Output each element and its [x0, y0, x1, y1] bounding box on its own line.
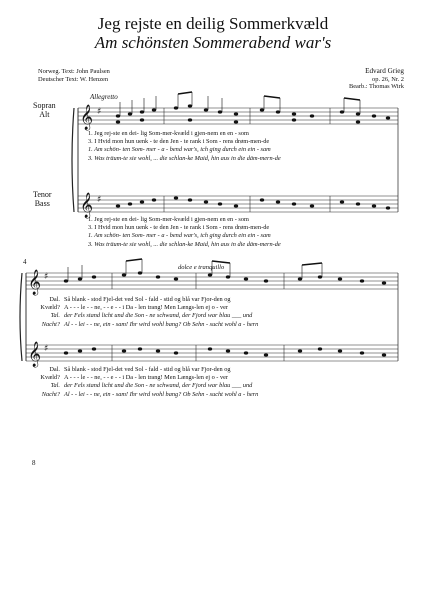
arranger: Bearb.: Thomas Wirk: [348, 83, 404, 90]
notes-system1-upper: [116, 104, 390, 123]
lyrics-block-system2-upper: [64, 296, 258, 329]
tempo-marking-2: dolce e tranquillo: [178, 264, 225, 271]
staff-tenor-bass: [78, 196, 398, 212]
measure-number: 4: [23, 258, 27, 266]
staff-system2-lower: [26, 345, 398, 361]
treble-clef-icon-3: 𝄞: [28, 342, 42, 367]
composer-name: Edvard Grieg: [365, 67, 404, 75]
lyric-line: der Fels stand licht und die Son - ne schwand, der Fjord war blau ___ und: [64, 312, 253, 320]
credit-norwegian: Norweg. Text: John Paulsen: [38, 68, 110, 75]
end-words-lower: Dal. Kvæld? Tal. Nacht?: [40, 366, 60, 398]
lyric-line: der Fels stand licht und die Son - ne schwand, der Fjord war blau ___ und: [64, 382, 253, 390]
lyric-line: 3. Was träum-te sie wohl, ... die schlan-ke Maid, hin aus in die däm-mern-de: [88, 154, 281, 162]
treble-clef-icon: 𝄞: [80, 105, 94, 130]
stems-system1-upper: [120, 92, 360, 116]
opus-number: op. 26, Nr. 2: [372, 75, 404, 83]
lyric-line: 1. Jeg rej-ste en dei- lig Som-mer-kvæld i gjen-nem en en - som: [88, 216, 249, 223]
lyric-line: 1. Am schön- ten Som- mer - a - bend war's, ich ging durch ein ein - sam: [88, 232, 271, 240]
svg-text:♯: ♯: [97, 107, 102, 117]
voice-label-tenor-bass: Tenor Bass: [33, 190, 52, 208]
lyric-line: Al - - lei - - ne, ein - sam! Ihr wird wohl bang? Ob Sehn - sucht wohl a - hern: [64, 390, 259, 398]
lyrics-block-upper: [88, 130, 281, 163]
lyric-line: A - - - le - - ne, - - e - - i Da - len trang! Men Længs-len ej o - ver: [64, 304, 229, 312]
page-number: 8: [32, 459, 36, 467]
lyric-line: Så blank - stod Fjel-det ved Sol - fald - stid og blå var Fjor-den og: [64, 296, 231, 303]
lyric-line: 1. Am schön- ten Som- mer - a - bend war's, ich ging durch ein ein - sam: [88, 146, 271, 154]
treble-clef-8-icon: 𝄞: [80, 193, 94, 218]
notes-system1-lower: [116, 196, 390, 209]
treble-clef-icon-2: 𝄞: [28, 270, 42, 295]
svg-text:♯: ♯: [44, 344, 49, 354]
lyrics-block-system2-lower: [64, 366, 258, 399]
svg-text:♯: ♯: [44, 272, 49, 282]
svg-text:♯: ♯: [97, 195, 102, 205]
lyric-line: 1. Jeg rej-ste en dei- lig Som-mer-kvæld i gjen-nem en en - som: [88, 130, 249, 137]
title-german: Am schönsten Sommerabend war's: [94, 33, 332, 52]
lyric-line: A - - - le - - ne, - - e - - i Da - len trang! Men Længs-len ej o - ver: [64, 374, 229, 382]
lyric-line: 3. I Hvid mon hun uenk - te den Jen - te rank i Som - rens drøm-men-de: [88, 138, 270, 146]
title-norwegian: Jeg rejste en deilig Sommerkvæld: [97, 14, 329, 33]
voice-label-sopran-alt: Sopran Alt: [33, 101, 56, 119]
lyric-line: 3. I Hvid mon hun uenk - te den Jen - te rank i Som - rens drøm-men-de: [88, 224, 270, 232]
lyrics-block-lower: [88, 216, 281, 249]
lyric-line: 3. Was träum-te sie wohl, ... die schlan-ke Maid, hin aus in die däm-mern-de: [88, 240, 281, 248]
lyric-line: Al - - lei - - ne, ein - sam! Ihr wird wohl bang? Ob Sehn - sucht wohl a - hern: [64, 320, 259, 328]
tempo-marking: Allegretto: [90, 93, 118, 101]
end-words-upper: Dal. Kvæld? Tal. Nacht?: [40, 296, 60, 328]
lyric-line: Så blank - stod Fjel-det ved Sol - fald - stid og blå var Fjor-den og: [64, 366, 231, 373]
credit-german: Deutscher Text: W. Henzen: [38, 75, 109, 83]
